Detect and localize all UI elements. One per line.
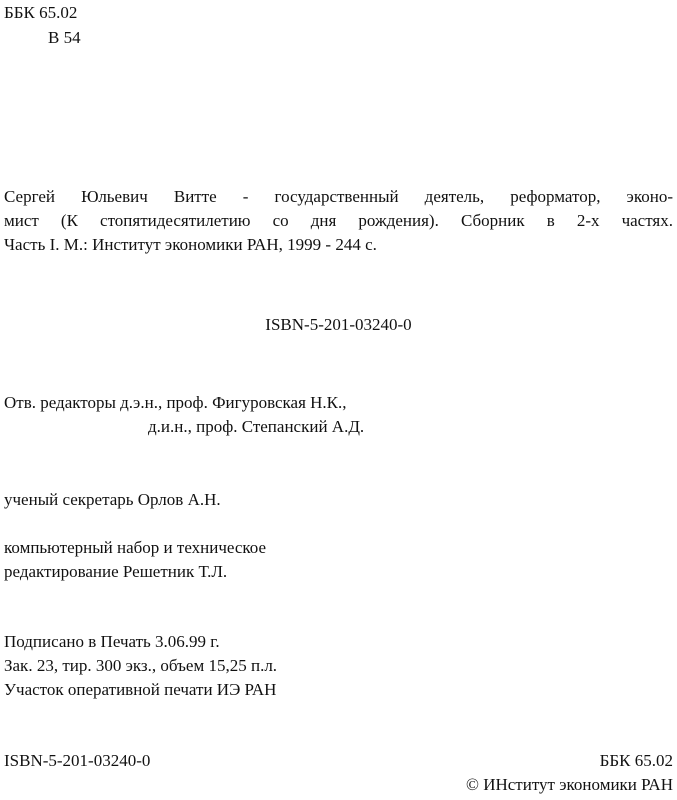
imprint-line-1: Подписано в Печать 3.06.99 г. (4, 632, 220, 651)
secretary: ученый секретарь Орлов А.Н. (4, 490, 221, 509)
footer-isbn: ISBN-5-201-03240-0 (4, 751, 151, 770)
bbk-code: ББК 65.02 (4, 3, 78, 22)
editors-line-1: Отв. редакторы д.э.н., проф. Фигуровская Н.К., (4, 393, 347, 412)
annotation-line-2: мист (К стопятидесятилетию со дня рождения). Сборник в 2-х частях. (4, 211, 673, 230)
imprint-line-2: Зак. 23, тир. 300 экз., объем 15,25 п.л. (4, 656, 278, 675)
footer-bbk: ББК 65.02 (599, 751, 673, 770)
editors-line-2: д.и.н., проф. Степанский А.Д. (148, 417, 365, 436)
isbn-center: ISBN-5-201-03240-0 (265, 315, 412, 334)
annotation-line-1: Сергей Юльевич Витте - государственный деятель, реформатор, эконо- (4, 187, 673, 206)
author-mark: В 54 (48, 28, 81, 47)
imprint-line-3: Участок оперативной печати ИЭ РАН (4, 680, 277, 699)
typesetting-line-2: редактирование Решетник Т.Л. (4, 562, 228, 581)
footer-copyright: © ИНститут экономики РАН (466, 775, 673, 794)
annotation-line-3: Часть I. М.: Институт экономики РАН, 1999 - 244 с. (4, 235, 377, 254)
typesetting-line-1: компьютерный набор и техническое (4, 538, 267, 557)
